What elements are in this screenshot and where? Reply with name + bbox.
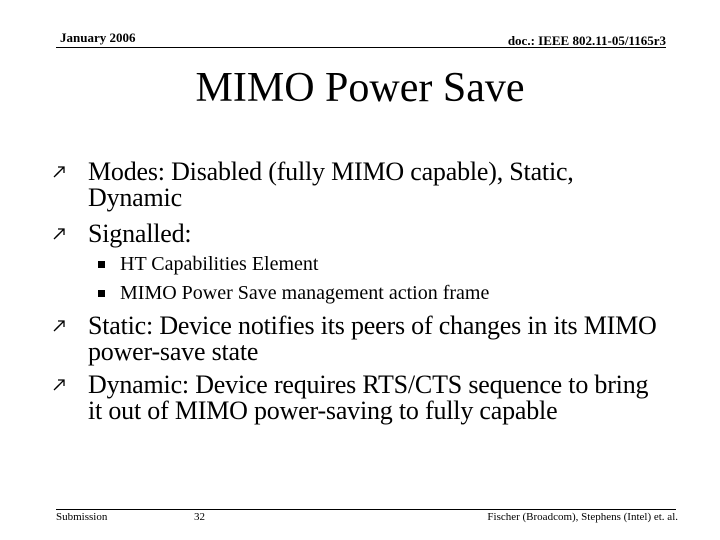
arrow-bullet-icon — [52, 227, 66, 241]
sub-bullet-item — [98, 282, 658, 304]
square-bullet-icon — [98, 290, 105, 297]
footer-submission: Submission — [56, 511, 108, 523]
sub-bullet-text: MIMO Power Save management action frame — [120, 282, 490, 304]
bullet-text: Signalled: — [88, 219, 192, 248]
bullet-text: Dynamic: Device requires RTS/CTS sequence to bring it out of MIMO power-saving to fully capable — [88, 370, 649, 425]
header-doc-id: doc.: IEEE 802.11-05/1165r3 — [507, 33, 666, 48]
bullet-item — [52, 159, 662, 211]
bullet-text: Modes: Disabled (fully MIMO capable), Static, Dynamic — [88, 157, 574, 212]
header-date: January 2006 — [60, 30, 136, 45]
footer-authors: Fischer (Broadcom), Stephens (Intel) et. al. — [487, 511, 678, 523]
square-bullet-icon — [98, 261, 105, 268]
arrow-bullet-icon — [52, 165, 66, 179]
footer-rule — [56, 509, 676, 510]
slide-title: MIMO Power Save — [195, 65, 525, 111]
footer-page-number: 32 — [194, 511, 205, 523]
bullet-item — [52, 221, 662, 247]
sub-bullet-item — [98, 253, 658, 275]
bullet-item — [52, 313, 662, 365]
sub-bullet-text: HT Capabilities Element — [120, 253, 319, 275]
bullet-item — [52, 372, 662, 424]
bullet-text: Static: Device notifies its peers of changes in its MIMO power-save state — [88, 311, 657, 366]
arrow-bullet-icon — [52, 378, 66, 392]
header-rule — [56, 47, 666, 48]
arrow-bullet-icon — [52, 319, 66, 333]
